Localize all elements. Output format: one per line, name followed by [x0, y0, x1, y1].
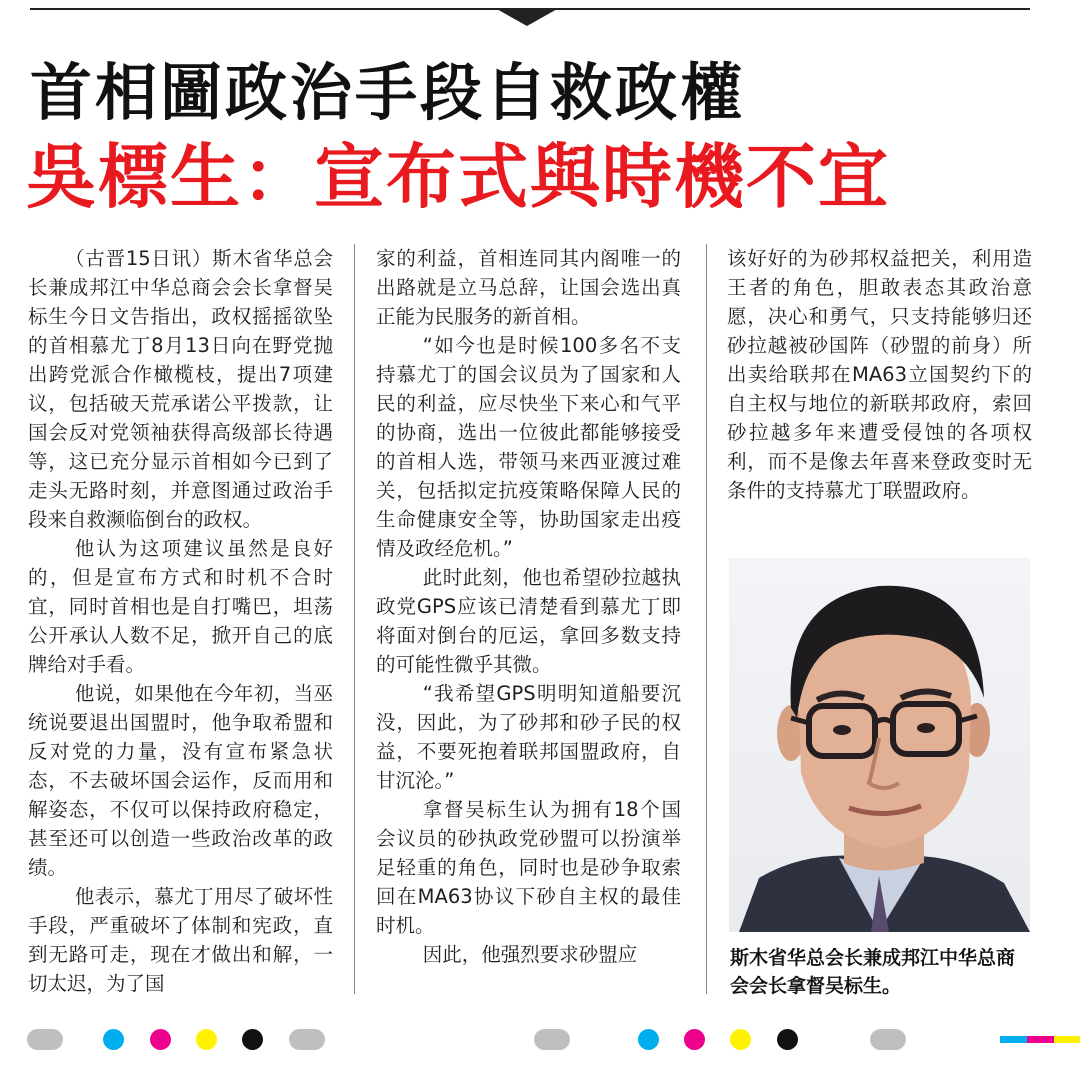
headline: 首相圖政治手段自救政權 — [30, 56, 746, 129]
column-divider — [706, 244, 707, 994]
portrait-photo — [729, 558, 1030, 932]
article-paragraph: 他表示，慕尤丁用尽了破坏性手段，严重破坏了体制和宪政，直到无路可走，现在才做出和解，一切太迟，为了国 — [28, 885, 333, 995]
registration-dot-yellow — [730, 1029, 751, 1050]
registration-bar-gray — [534, 1029, 570, 1050]
registration-dot-magenta — [150, 1029, 171, 1050]
article-paragraph: 他说，如果他在今年初，当巫统说要退出国盟时，他争取希盟和反对党的力量，没有宣布紧急状态，不去破坏国会运作，反而用和解姿态，不仅可以保持政府稳定，甚至还可以创造一些政治改革的政绩。 — [28, 682, 333, 879]
article-paragraph: （古晋15日讯）斯木省华总会长兼成邦江中华总商会会长拿督吴标生今日文告指出，政权摇摇欲坠的首相慕尤丁8月13日向在野党抛出跨党派合作橄榄枝，提出7项建议，包括破天荒承诺公平拨款，让国会反对党领袖获得高级部长待遇等，这已充分显示首相如今已到了走头无路时刻，并意图通过政治手段来自救濒临倒台的政权。 — [28, 247, 333, 531]
registration-dot-magenta — [684, 1029, 705, 1050]
column-divider — [354, 244, 355, 994]
registration-dot-black — [777, 1029, 798, 1050]
registration-strip-cyan — [1000, 1036, 1027, 1043]
registration-bar-gray — [289, 1029, 325, 1050]
article-paragraph: “如今也是时候100多名不支持慕尤丁的国会议员为了国家和人民的利益，应尽快坐下来心和气平的协商，选出一位彼此都能够接受的首相人选，带领马来西亚渡过难关，包括拟定抗疫策略保障人民的生命健康安全等，协助国家走出疫情及政经危机。” — [376, 334, 681, 560]
article-paragraph: 拿督吴标生认为拥有18个国会议员的砂执政党砂盟可以扮演举足轻重的角色，同时也是砂争取索回在MA63协议下砂自主权的最佳时机。 — [376, 798, 681, 937]
article-paragraph: 此时此刻，他也希望砂拉越执政党GPS应该已清楚看到慕尤丁即将面对倒台的厄运，拿回多数支持的可能性微乎其微。 — [376, 566, 681, 676]
article-column-1 — [28, 244, 333, 998]
article-paragraph: “我希望GPS明明知道船要沉没，因此，为了砂邦和砂子民的权益，不要死抱着联邦国盟政府，自甘沉沦。” — [376, 682, 681, 792]
top-notch-marker — [495, 8, 559, 26]
registration-dot-cyan — [638, 1029, 659, 1050]
registration-dot-black — [242, 1029, 263, 1050]
photo-caption: 斯木省华总会长兼成邦江中华总商会会长拿督吴标生。 — [730, 947, 1016, 997]
registration-dot-yellow — [196, 1029, 217, 1050]
registration-bar-gray — [27, 1029, 63, 1050]
article-column-3 — [727, 244, 1032, 505]
portrait-illustration — [729, 558, 1030, 932]
article-paragraph: 因此，他强烈要求砂盟应 — [422, 943, 638, 966]
registration-strip-magenta — [1027, 1036, 1054, 1043]
article-paragraph: 家的利益，首相连同其内阁唯一的出路就是立马总辞，让国会选出真正能为民服务的新首相。 — [376, 247, 681, 328]
article-paragraph: 该好好的为砂邦权益把关，利用造王者的角色，胆敢表态其政治意愿，决心和勇气，只支持能够归还砂拉越被砂国阵（砂盟的前身）所出卖给联邦在MA63立国契约下的自主权与地位的新联邦政府，索回砂拉越多年来遭受侵蚀的各项权利，而不是像去年喜来登政变时无条件的支持慕尤丁联盟政府。 — [727, 247, 1032, 502]
subheadline: 吳標生：宣布式與時機不宜 — [26, 135, 890, 218]
article-column-2 — [376, 244, 681, 969]
article-paragraph: 他认为这项建议虽然是良好的，但是宣布方式和时机不合时宜，同时首相也是自打嘴巴，坦荡公开承认人数不足，掀开自己的底牌给对手看。 — [28, 537, 333, 676]
registration-bar-gray — [870, 1029, 906, 1050]
registration-strip-yellow — [1054, 1036, 1080, 1043]
registration-dot-cyan — [103, 1029, 124, 1050]
